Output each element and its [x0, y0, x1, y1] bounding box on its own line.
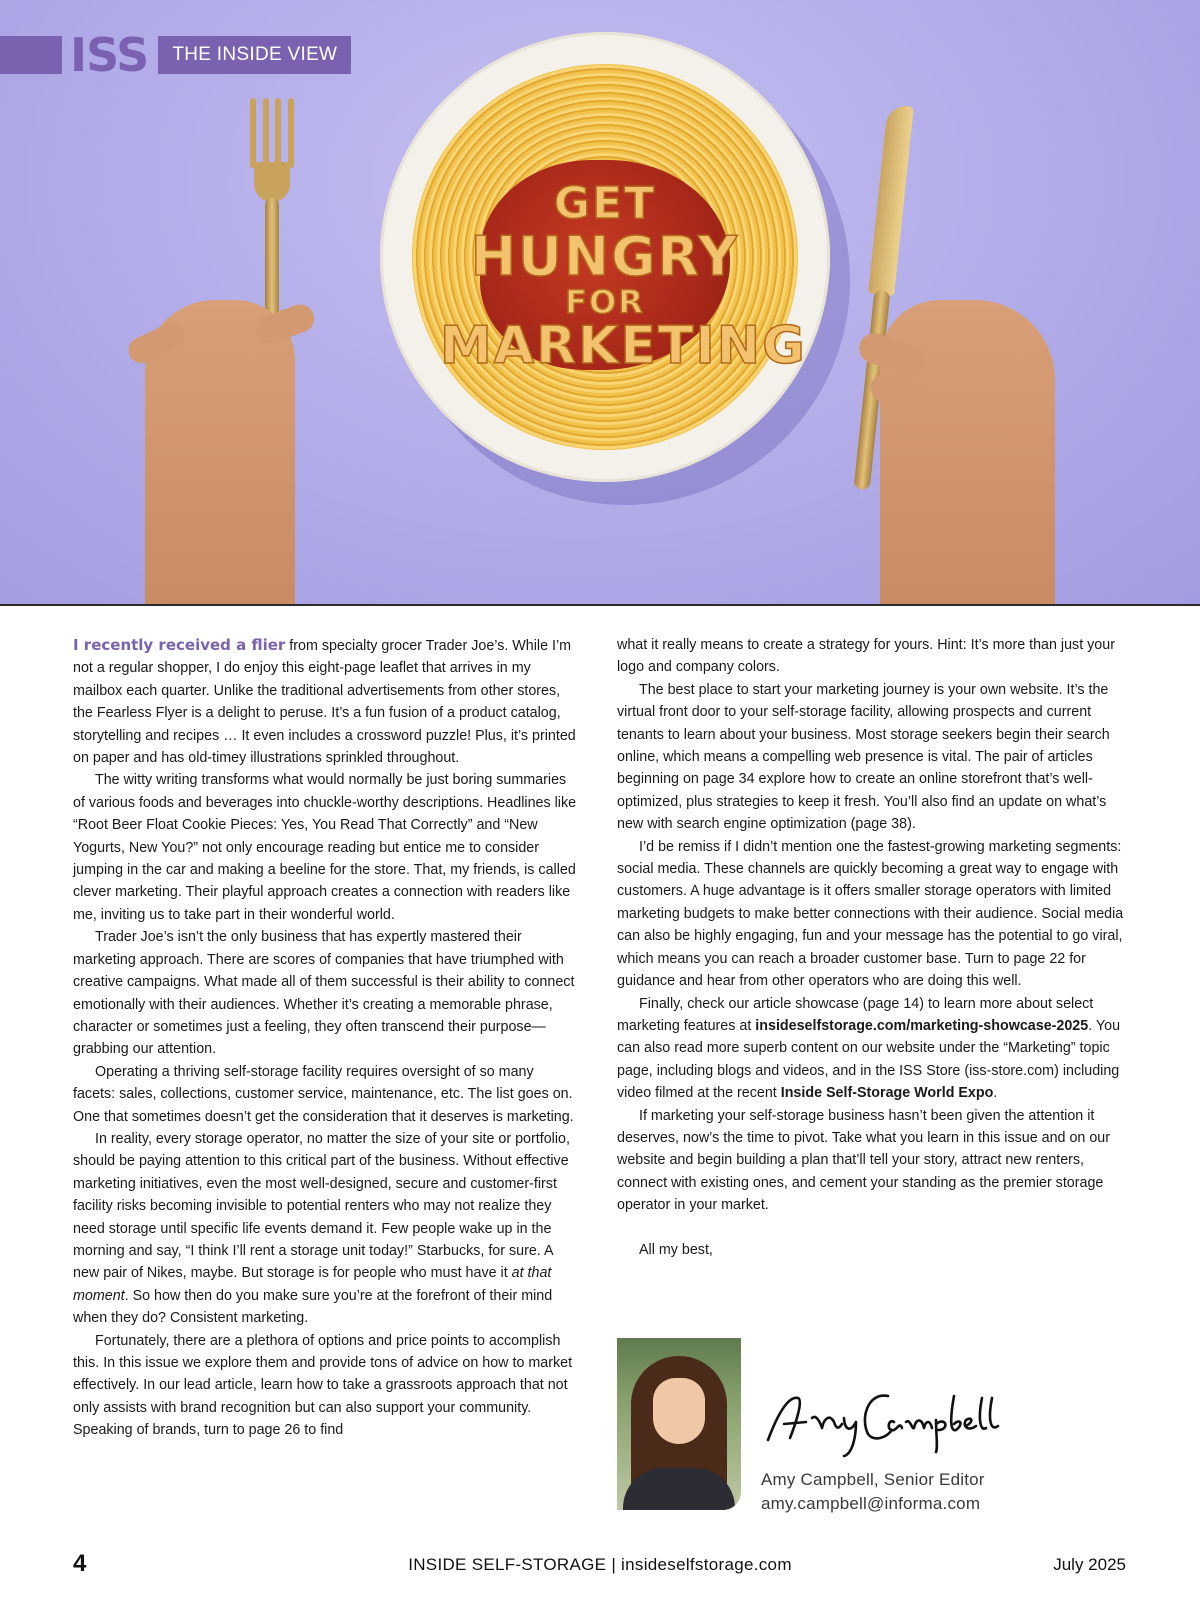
- author-email[interactable]: amy.campbell@informa.com: [761, 1494, 981, 1513]
- headline-line: MARKETING: [440, 316, 807, 376]
- signature: [760, 1378, 1010, 1458]
- paragraph: If marketing your self-storage business hasn’t been given the attention it deserves, now’s the time to pivot. Take what you learn in this issue and on our website and begin building a plan that’ll tell your story, attract new renters, connect with existing ones, and cement your standing as the premier storage operator in your market.: [617, 1107, 1110, 1214]
- publication-line: INSIDE SELF-STORAGE | insideselfstorage.com: [408, 1555, 792, 1574]
- paragraph: The best place to start your marketing journey is your own website. It’s the virtual front door to your self-storage facility, allowing prospects and current tenants to learn about your business. Most storage seekers begin their search online, which means a compelling web presence is vital. The pair of articles beginning on page 34 explore how to create an online storefront that’s well-optimized, plus strategies to keep it fresh. You’ll also find an update on what’s new with search engine optimization (page 38).: [617, 681, 1110, 833]
- paragraph: Fortunately, there are a plethora of options and price points to accomplish this. In this issue we explore them and provide tons of advice on how to market effectively. In our lead article, learn how to take a grassroots approach that not only assists with brand recognition but can also support your community. Speaking of brands, turn to page 26 to find: [73, 1332, 573, 1439]
- left-hand: [145, 300, 295, 604]
- iss-logo: ISS: [70, 28, 149, 82]
- masthead: [0, 28, 351, 82]
- paragraph: Operating a thriving self-storage facility requires oversight of so many facets: sales, collections, customer service, maintenance, etc. The list goes on. One that sometimes doesn’t get the consideration that it deserves is marketing.: [73, 1063, 574, 1125]
- paragraph: I recently received a flier from specialty grocer Trader Joe’s. While I’m not a regular shopper, I do enjoy this eight-page leaflet that arrives in my mailbox each quarter. Unlike the traditional advertisements from other stores, the Fearless Flyer is a delight to peruse. It’s a fun fusion of a product catalog, storytelling and recipes … It even includes a crossword puzzle! Plus, it’s printed on paper and has old-timey illustrations sprinkled throughout.: [73, 636, 576, 767]
- right-hand: [880, 300, 1055, 604]
- divider: [0, 604, 1200, 606]
- sign-off: All my best,: [639, 1241, 713, 1258]
- showcase-link[interactable]: insideselfstorage.com/marketing-showcase-2025: [755, 1017, 1089, 1034]
- paragraph: In reality, every storage operator, no matter the size of your site or portfolio, should be paying attention to this critical part of the business. Without effective marketing initiatives, even the most well-designed, secure and customer-first facility risks becoming invisible to potential renters who may not realize they need storage until specific life events demand it. Few people wake up in the morning and say, “I think I’ll rent a storage unit today!” Starbucks, for sure. A new pair of Nikes, maybe. But storage is for people who must have it at that moment. So how then do you make sure you’re at the forefront of their mind when they do? Consistent marketing.: [73, 1130, 570, 1327]
- hero-headline: [440, 178, 807, 376]
- paragraph: I’d be remiss if I didn’t mention one the fastest-growing marketing segments: social media. These channels are quickly becoming a great way to engage with customers. A huge advantage is it offers smaller storage operators with limited marketing budgets to make better connections with their audience. Social media can also be highly engaging, fun and your message has the potential to go viral, which means you can reach a broader customer base. Turn to page 22 for guidance and hear from other operators who are doing this well.: [617, 838, 1124, 990]
- headline-line: FOR: [565, 283, 645, 321]
- headline-line: GET: [553, 178, 657, 229]
- author-name: Amy Campbell, Senior Editor: [761, 1470, 985, 1489]
- article-column-left: [73, 634, 579, 1442]
- paragraph: what it really means to create a strategy for yours. Hint: It’s more than just your logo and company colors.: [617, 637, 1115, 676]
- paragraph: Finally, check our article showcase (page 14) to learn more about select marketing features at insideselfstorage.com/marketing-showcase-2025. You can also read more superb content on our website under the “Marketing” topic page, including blogs and videos, and in the ISS Store (iss-store.com) including video filmed at the recent Inside Self-Storage World Expo.: [617, 995, 1121, 1102]
- lead-in: I recently received a flier: [73, 636, 286, 654]
- paragraph: The witty writing transforms what would normally be just boring summaries of various foods and beverages into chuckle-worthy descriptions. Headlines like “Root Beer Float Cookie Pieces: Yes, You Read That Correctly” and “New Yogurts, New You?” not only encourage reading but entice me to consider jumping in the car and making a beeline for the store. That, my friends, is called clever marketing. Their playful approach creates a connection with readers like me, inviting us to take part in their wonderful world.: [73, 772, 577, 923]
- section-tag: THE INSIDE VIEW: [158, 36, 351, 74]
- page-number: 4: [73, 1550, 87, 1577]
- expo-name: Inside Self-Storage World Expo: [780, 1085, 994, 1102]
- article-column-right: [617, 634, 1127, 1261]
- masthead-bar: [0, 36, 62, 74]
- hero-image: [0, 0, 1200, 604]
- author-photo: [617, 1338, 741, 1510]
- headline-line: HUNGRY: [470, 225, 740, 288]
- paragraph: Trader Joe’s isn’t the only business that has expertly mastered their marketing approach. There are scores of companies that have triumphed with creative campaigns. What made all of them successful is their ability to connect emotionally with their audiences. Whether it’s creating a memorable phrase, character or sometimes just a feeling, they often transcend their purpose—grabbing our attention.: [73, 929, 575, 1058]
- issue-date: July 2025: [1053, 1555, 1126, 1574]
